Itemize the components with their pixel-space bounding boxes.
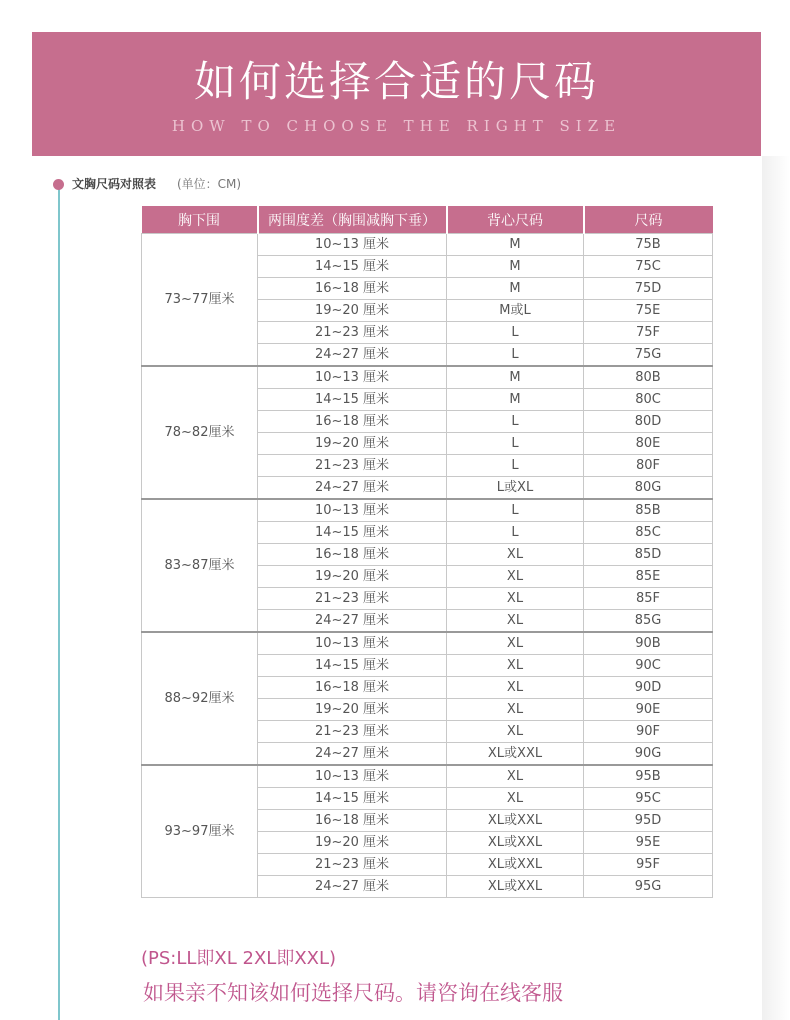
underbust-cell: 88~92厘米 (142, 632, 258, 765)
difference-cell: 24~27 厘米 (258, 876, 447, 898)
size-cell: 75F (584, 322, 713, 344)
vest-size-cell: XL (447, 655, 584, 677)
difference-cell: 24~27 厘米 (258, 743, 447, 766)
vest-size-cell: XL (447, 610, 584, 633)
size-cell: 75C (584, 256, 713, 278)
size-cell: 75D (584, 278, 713, 300)
size-cell: 75G (584, 344, 713, 367)
header-difference: 两围度差（胸围减胸下垂） (258, 206, 447, 234)
vest-size-cell: XL (447, 721, 584, 743)
difference-cell: 21~23 厘米 (258, 455, 447, 477)
size-cell: 75B (584, 234, 713, 256)
difference-cell: 19~20 厘米 (258, 566, 447, 588)
difference-cell: 24~27 厘米 (258, 477, 447, 500)
difference-cell: 10~13 厘米 (258, 632, 447, 655)
vest-size-cell: L (447, 433, 584, 455)
table-row (142, 234, 713, 256)
size-cell: 80D (584, 411, 713, 433)
size-cell: 95C (584, 788, 713, 810)
size-cell: 95E (584, 832, 713, 854)
difference-cell: 10~13 厘米 (258, 234, 447, 256)
size-cell: 95G (584, 876, 713, 898)
vest-size-cell: XL或XXL (447, 832, 584, 854)
vest-size-cell: L (447, 455, 584, 477)
section-unit: (单位：CM) (177, 177, 242, 191)
size-cell: 90D (584, 677, 713, 699)
difference-cell: 19~20 厘米 (258, 832, 447, 854)
difference-cell: 14~15 厘米 (258, 256, 447, 278)
size-cell: 90C (584, 655, 713, 677)
difference-cell: 14~15 厘米 (258, 389, 447, 411)
table-row (142, 765, 713, 788)
underbust-cell: 83~87厘米 (142, 499, 258, 632)
vest-size-cell: L (447, 344, 584, 367)
table-header-row (142, 206, 713, 234)
size-cell: 85F (584, 588, 713, 610)
vest-size-cell: XL (447, 566, 584, 588)
size-cell: 95F (584, 854, 713, 876)
difference-cell: 10~13 厘米 (258, 366, 447, 389)
table-body (142, 234, 713, 898)
difference-cell: 14~15 厘米 (258, 788, 447, 810)
difference-cell: 16~18 厘米 (258, 411, 447, 433)
size-cell: 85C (584, 522, 713, 544)
difference-cell: 10~13 厘米 (258, 765, 447, 788)
vest-size-cell: M (447, 366, 584, 389)
vest-size-cell: XL (447, 765, 584, 788)
timeline-dot-icon (53, 179, 64, 190)
size-cell: 95B (584, 765, 713, 788)
size-cell: 85G (584, 610, 713, 633)
difference-cell: 16~18 厘米 (258, 677, 447, 699)
underbust-cell: 78~82厘米 (142, 366, 258, 499)
ps-note: (PS:LL即XL 2XL即XXL) (141, 948, 337, 969)
difference-cell: 19~20 厘米 (258, 433, 447, 455)
vest-size-cell: M (447, 256, 584, 278)
vest-size-cell: L (447, 322, 584, 344)
size-cell: 85B (584, 499, 713, 522)
section-label: 文胸尺码对照表 (72, 177, 157, 191)
vest-size-cell: L (447, 499, 584, 522)
size-chart-table (141, 206, 713, 898)
difference-cell: 19~20 厘米 (258, 699, 447, 721)
difference-cell: 21~23 厘米 (258, 322, 447, 344)
size-cell: 90B (584, 632, 713, 655)
size-cell: 80B (584, 366, 713, 389)
vest-size-cell: XL (447, 588, 584, 610)
contact-note: 如果亲不知该如何选择尺码。请咨询在线客服 (143, 981, 563, 1005)
size-cell: 80F (584, 455, 713, 477)
vest-size-cell: XL (447, 788, 584, 810)
header-underbust: 胸下围 (142, 206, 258, 234)
vest-size-cell: M (447, 278, 584, 300)
difference-cell: 24~27 厘米 (258, 610, 447, 633)
vest-size-cell: XL或XXL (447, 854, 584, 876)
size-cell: 80C (584, 389, 713, 411)
vest-size-cell: XL (447, 544, 584, 566)
size-cell: 80G (584, 477, 713, 500)
vest-size-cell: M或L (447, 300, 584, 322)
difference-cell: 14~15 厘米 (258, 655, 447, 677)
difference-cell: 21~23 厘米 (258, 854, 447, 876)
vest-size-cell: XL或XXL (447, 810, 584, 832)
difference-cell: 16~18 厘米 (258, 278, 447, 300)
size-cell: 95D (584, 810, 713, 832)
right-edge-shadow (762, 156, 790, 1020)
size-cell: 80E (584, 433, 713, 455)
vest-size-cell: XL或XXL (447, 743, 584, 766)
vest-size-cell: XL或XXL (447, 876, 584, 898)
difference-cell: 24~27 厘米 (258, 344, 447, 367)
header-size: 尺码 (584, 206, 713, 234)
underbust-cell: 73~77厘米 (142, 234, 258, 367)
vest-size-cell: XL (447, 677, 584, 699)
vest-size-cell: M (447, 389, 584, 411)
title-banner (32, 32, 761, 156)
vest-size-cell: L (447, 411, 584, 433)
difference-cell: 16~18 厘米 (258, 544, 447, 566)
vest-size-cell: M (447, 234, 584, 256)
table-row (142, 366, 713, 389)
difference-cell: 10~13 厘米 (258, 499, 447, 522)
table-row (142, 499, 713, 522)
header-vest-size: 背心尺码 (447, 206, 584, 234)
difference-cell: 19~20 厘米 (258, 300, 447, 322)
difference-cell: 21~23 厘米 (258, 721, 447, 743)
size-cell: 85E (584, 566, 713, 588)
difference-cell: 14~15 厘米 (258, 522, 447, 544)
page-subtitle: HOW TO CHOOSE THE RIGHT SIZE (171, 117, 622, 135)
table-row (142, 632, 713, 655)
size-cell: 75E (584, 300, 713, 322)
vest-size-cell: L (447, 522, 584, 544)
vest-size-cell: L或XL (447, 477, 584, 500)
size-cell: 85D (584, 544, 713, 566)
size-cell: 90G (584, 743, 713, 766)
vest-size-cell: XL (447, 699, 584, 721)
size-cell: 90F (584, 721, 713, 743)
timeline-line (58, 186, 60, 1020)
underbust-cell: 93~97厘米 (142, 765, 258, 898)
vest-size-cell: XL (447, 632, 584, 655)
page-title: 如何选择合适的尺码 (193, 57, 599, 106)
difference-cell: 16~18 厘米 (258, 810, 447, 832)
difference-cell: 21~23 厘米 (258, 588, 447, 610)
size-cell: 90E (584, 699, 713, 721)
